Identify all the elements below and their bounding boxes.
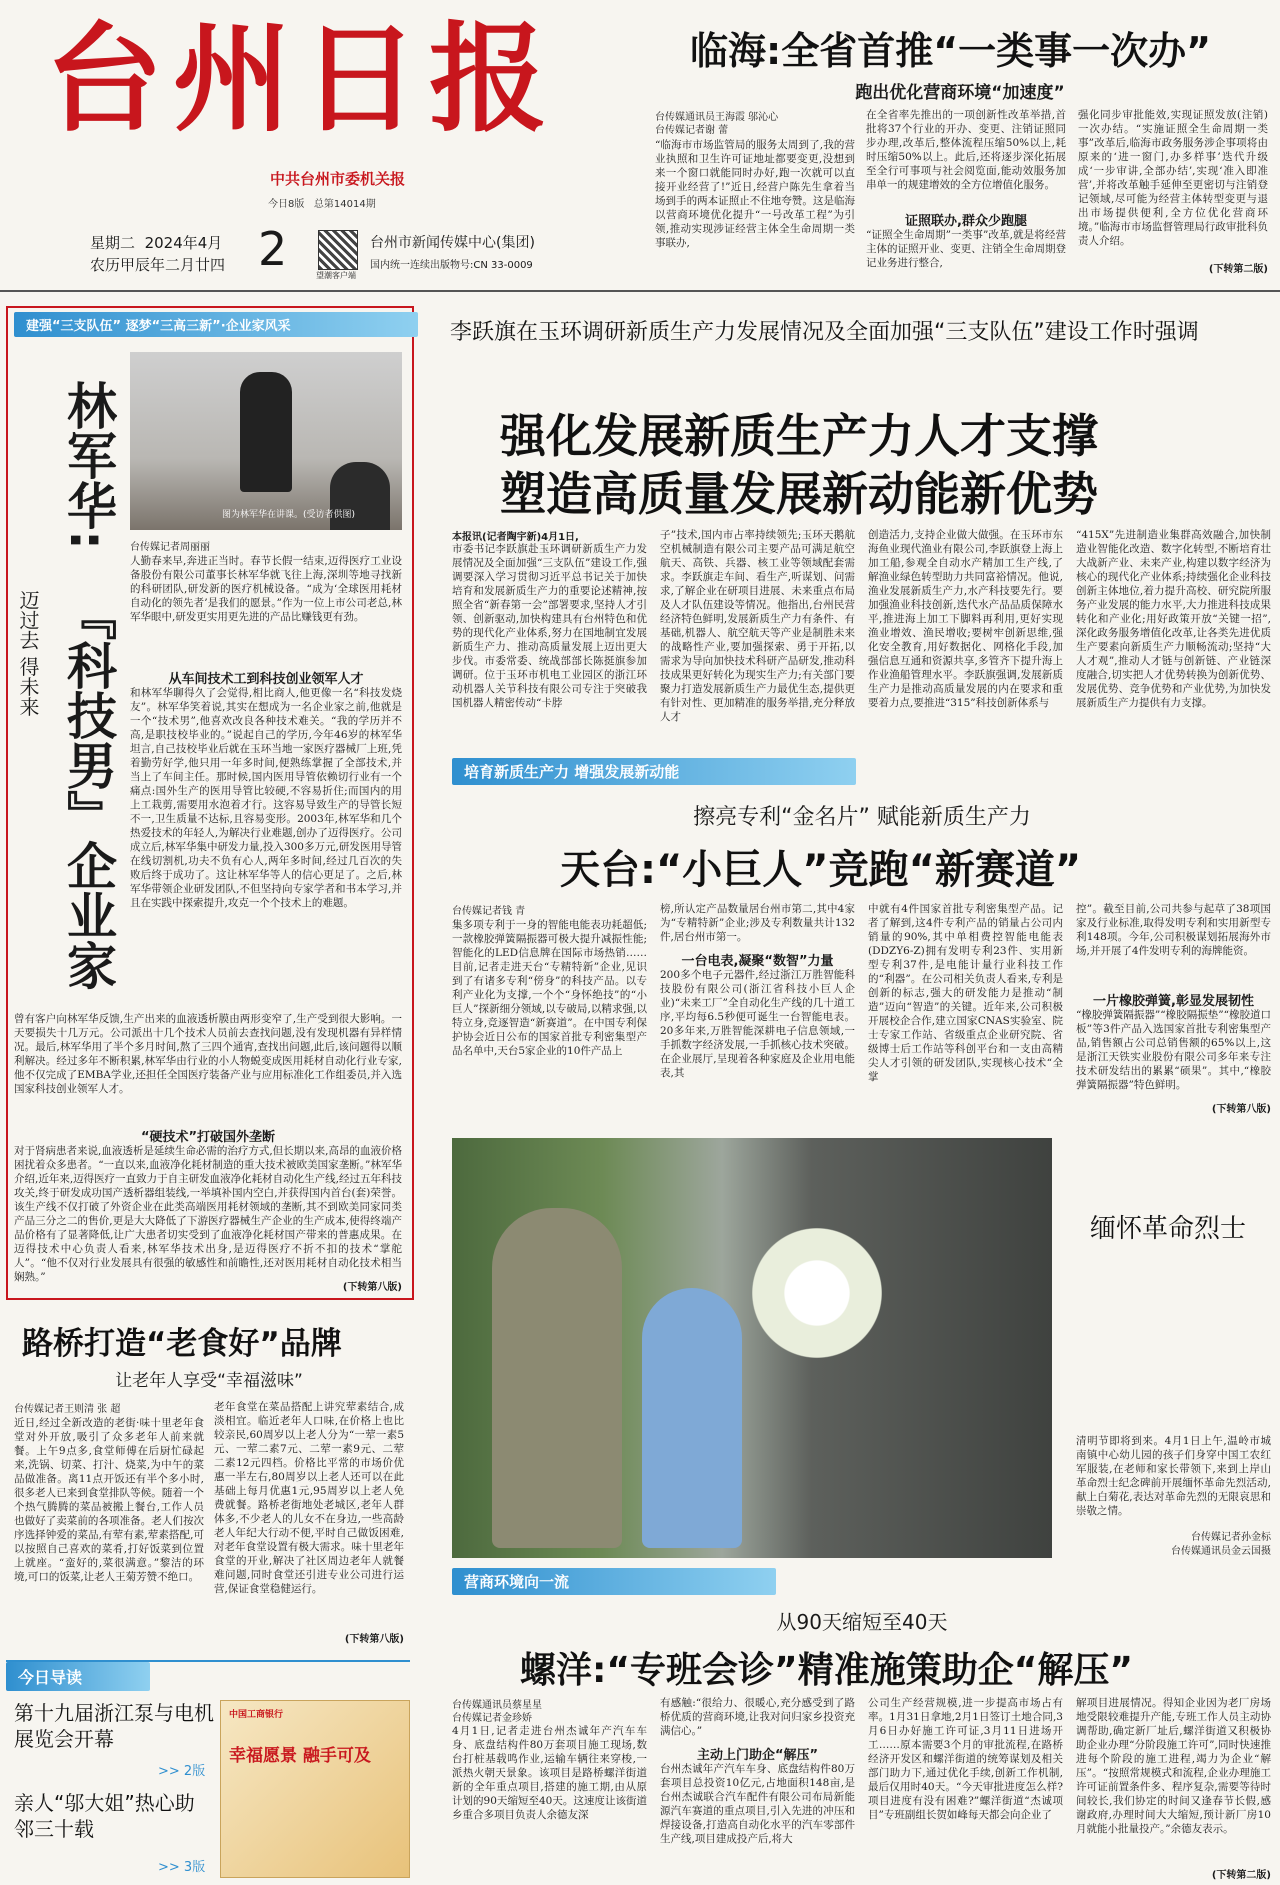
section3-col4: 解项目进展情况。得知企业因为老厂房场地受限较难提升产能,专班工作人员主动协调帮助,确定新厂址后,螺洋街道又积极协助企业办理“分阶段施工许可”,同时快速推进每个阶段的施工进程,竭力为企业“解压”。“按照常规模式和流程,企业办理施工许可证前置条件多、程序复杂,需要等待时间较长,我们协定的时间又逢春节长假,感谢政府,办理时间大大缩短,预计新厂房10月就能小批量投产。”余德友表示。 — [1076, 1697, 1271, 1835]
section2-banner: 培育新质生产力 增强发展新动能 — [452, 758, 856, 785]
qr-code-icon[interactable] — [318, 230, 358, 270]
photo-story-title: 缅怀革命烈士 — [1090, 1214, 1247, 1244]
ad-bank-name: 中国工商银行 — [229, 1710, 284, 1720]
section2-col2-subhead: 一台电表,凝聚“数智”力量 — [681, 954, 834, 969]
left-feature-title-1: 林军华: — [59, 380, 117, 550]
section2-kicker: 擦亮专利“金名片” 赋能新质生产力 — [693, 805, 1031, 830]
issue-pages: 今日8版 — [268, 199, 305, 210]
cn-number: 国内统一连续出版物号:CN 33-0009 — [370, 260, 533, 271]
lead-story-col2: 子”技术,国内市占率持续领先;玉环天鹅航空机械制造有限公司主要产品可满足航空航天、高铁、兵器、核工业等领域配套需求。李跃旗走车间、看生产,听谋划、问需求,了解企业在研项目进展、未来重点布局及人才队伍建设等情况。他指出,台州民营经济特色鲜明,发展新质生产力有条件、有基础,机器人、航空航天等产业是制胜未来的战略性产业,要加强探索、勇于开拓,以需求为导向加快技术科研产品研发,推动科技成果更好转化为现实生产力;有关部门要聚力打造发展新质生产力最优生态,提供更有针对性、更加精准的服务举措,充分释放人才 — [660, 529, 855, 723]
top-story-continued[interactable]: (下转第二版) — [1208, 264, 1268, 275]
section3-byline2: 台传媒记者金珍娇 — [452, 1713, 532, 1724]
bottom-left-headline: 路桥打造“老食好”品牌 — [22, 1326, 342, 1362]
date-area — [90, 232, 225, 276]
bank-advertisement[interactable] — [220, 1700, 410, 1878]
section2-col1: 集多项专利于一身的智能电能表功耗超低;一款橡胶弹簧隔振器可极大提升减振性能;智能化的LED信息牌在国际市场热销……目前,记者走进天台“专精特新”企业,见识到了有诸多专利“傍身”的科技产品。以专利产业化为支撑,一个个“身怀绝技”的“小巨人”探新细分领域,以专破局,以精求强,以特立身,竞逐智造“新赛道”。在中国专利保护协会近日公布的国家首批专利密集型产品名单中,天台5家企业的10件产品上 — [452, 919, 647, 1057]
left-feature-subhead1: 从车间技术工到科技创业领军人才 — [168, 672, 364, 687]
teacher-figure — [492, 1208, 622, 1548]
bottom-left-continued[interactable]: (下转第八版) — [344, 1634, 404, 1645]
left-feature-para2: 和林军华聊得久了会觉得,相比商人,他更像一名“科技发烧友”。林军华笑着说,其实在想成为一名企业家之前,他就是一个“技术男”,他喜欢改良各种技术难关。“我的学历并不高,是职技校毕业的。”说起自己的学历,今年46岁的林军华坦言,自己技校毕业后就在玉环当地一家医疗器械厂上班,凭着勤劳好学,他只用一年多时间,便熟练掌握了全部技术,并当上了车间主任。那时候,国内医用导管依赖切行业有一个痛点:国外生产的医用导管比较硬,不容易折住;而国内的用上工栽剪,需要用水泡着才行。这容易导致生产的导管长短不一,卫生质量不达标,且容易变形。2003年,林军华和几个热爱技术的年轻人,为解决行业难题,创办了迈得医疗。公司成立后,林军华集中研发力量,投入300多万元,研发医用导管在线切割机,功夫不负有心人,两年多时间,经过几百次的失败后终于成功了。这让林军华等人的信心更足了。之后,林军华带领企业研发团队,不但坚持向专家学者和书本学习,并且在实践中探索提升,攻克一个个技术上的难题。 — [130, 687, 402, 909]
flowers-icon — [752, 1208, 882, 1378]
top-story-col2: 在全省率先推出的一项创新性改革举措,首批将37个行业的开办、变更、注销证照同步办理,改革后,整体流程压缩50%以上,耗时压缩50%以上。此后,还将逐步深化拓展至全行可事项与社会阅览面,能动效服务加串单一的规建增效的全方位增值化服务。 — [866, 109, 1066, 191]
lead-story-headline-1: 强化发展新质生产力人才支撑 — [500, 409, 1098, 463]
section2-byline: 台传媒记者钱 青 — [452, 906, 526, 917]
photo-story-credit1: 台传媒记者孙金标 — [1191, 1532, 1271, 1543]
header-separator — [0, 290, 1280, 292]
publisher: 台州市新闻传媒中心(集团) — [370, 235, 535, 251]
bottom-left-col2: 老年食堂在菜品搭配上讲究荤素结合,成淡相宜。临近老年人口味,在价格上也比较亲民,60周岁以上老人分为“一荤一素5元、一荤二素7元、二荤一素9元、二荤二素12元四档。价格比平常的市场价优惠一半左右,80周岁以上老人还可以在此基础上每月优惠1元,95周岁以上老人免费就餐。路桥老街地处老城区,老年人群体多,不少老人的儿女不在身边,一些高龄老人年纪大行动不便,平时自己做饭困难,对老年食堂设置有极大需求。味十里老年食堂的开业,解决了社区周边老年人就餐难问题,同时食堂还引进专业公司进行运营,保证食堂稳健运行。 — [214, 1401, 404, 1595]
photo-story-credit2: 台传媒通讯员金云国摄 — [1171, 1546, 1271, 1557]
person-figure — [240, 372, 292, 492]
left-feature-continued[interactable]: (下转第八版) — [342, 1282, 402, 1293]
top-story-byline2: 台传媒记者谢 蕾 — [655, 125, 729, 136]
child-figure — [642, 1288, 742, 1548]
issue-total: 总第14014期 — [313, 199, 376, 210]
guide-banner: 今日导读 — [6, 1662, 150, 1691]
left-feature-banner: 建强“三支队伍” 逐梦“三高三新”·企业家风采 — [14, 312, 418, 337]
section3-headline: 螺洋:“专班会诊”精准施策助企“解压” — [520, 1650, 1134, 1691]
top-story-col1: “临海市市场监管局的服务太周到了,我的营业执照和卫生许可证地址都要变更,没想到来一个窗口就能同时办好,跑一次就可以直接开业经营了!”近日,经营户陈先生拿着当场到手的两本证照止不住地夸赞。这是临海以营商环境优化提升“一号改革工程”为引领,推动实现涉证经营主体全生命周期一类事联办, — [655, 139, 855, 249]
section2-continued[interactable]: (下转第八版) — [1211, 1104, 1271, 1115]
top-story-subheadline: 跑出优化营商环境“加速度” — [855, 83, 1065, 103]
bottom-left-byline: 台传媒记者王则清 张 超 — [14, 1404, 121, 1415]
masthead-subtitle: 中共台州市委机关报 — [270, 170, 406, 188]
qr-label: 望潮客户端 — [316, 271, 356, 280]
left-feature-vertical-subtitle: 迈过去 得未来 — [16, 590, 40, 717]
guide-item1-page[interactable]: >> 2版 — [158, 1764, 206, 1779]
section3-col1: 4月1日,记者走进台州杰诚年产汽车车身、底盘结构件80万套项目施工现场,数台打桩基载鸣作业,运输车辆往来穿梭,一派热火朝天景象。该项目是路桥螺洋街道新的全年重点项目,搭建的施工期,由从原计划的90天缩短至40天。这速度让该街道乡重合多项目负责人余德友深 — [452, 1725, 647, 1821]
masthead-title: 台州日报 — [45, 9, 558, 148]
ad-slogan: 幸福愿景 融手可及 — [229, 1746, 371, 1766]
year-month: 2024年4月 — [144, 234, 223, 252]
lead-story-byline: 本报讯(记者陶宇新)4月1日, — [452, 532, 579, 543]
bottom-left-subheadline: 让老年人享受“幸福滋味” — [115, 1371, 303, 1391]
guide-item2[interactable]: 亲人“邬大姐”热心助邻三十载 — [14, 1791, 195, 1841]
left-feature-para1: 人勤春来早,奔进正当时。春节长假一结束,迈得医疗工业设备股份有限公司董事长林军华就飞往上海,深圳等地寻找新的科研团队,研发新的医疗机械设备。“成为‘全球医用耗材自动化的领先者’是我们的愿景。”作为一位上市公司老总,林军华眼中,研发更实用更先进的产品比赚钱更有劲。 — [130, 555, 402, 623]
lead-story-col4: “415X”先进制造业集群高效融合,加快制造业智能化改造、数字化转型,不断培育壮大战新产业、未来产业,构建以数字经济为核心的现代化产业体系;持续强化企业科技创新主体地位,着力提升高校、研究院所服务产业发展的能力水平,大力推进科技成果转化和产业化;用好政策开放“关键一招”,深化政务服务增值化改革,让各类先进优质生产要素向新质生产力顺畅流动;坚持“大人才观”,推动人才链与创新链、产业链深度融合,切实把人才优势转换为创新优势、发展优势、竞争优势和产业优势,为加快发展新质生产力提供有力支撑。 — [1076, 529, 1271, 709]
left-feature-photo — [130, 352, 402, 530]
section2-col3: 中就有4件国家首批专利密集型产品。记者了解到,这4件专利产品的销量占公司内销量的90%,其中单相费控智能电能表(DDZY6-Z)拥有发明专利23件、实用新型专利37件,是电能计量行业科技工作的“利器”。在公司相关负责人看来,专利是创新的标志,强大的研发能力是推动“制造”迈向“智造”的关键。近年来,公司积极开展校企合作,建立国家CNAS实验室、院士专家工作站、省级重点企业研究院、省级博士后工作站等科创平台和一支由高精尖人才引领的研发团队,实现核心技术“全掌 — [868, 903, 1063, 1083]
lead-story-col3: 创造活力,支持企业做大做强。在玉环市东海鱼业现代渔业有限公司,李跃旗登上海上加工船,参观全自动水产精加工生产线,了解渔业绿色转型助力共同富裕情况。他说,渔业发展新质生产力,水产科技要先行。要加强渔业科技创新,迭代水产品品质保障水平,推进海上加工下脚料再利用,更好实现渔业增效、渔民增收;要树牢创新思维,强化安全教育,用好数据化、网格化手段,加强信息互通和资源共享,多管齐下提升海上作业渔船管理水平。李跃旗强调,发展新质生产力是推动高质量发展的内在要求和重要着力点,要推进“315”科技创新体系与 — [868, 529, 1063, 709]
section3-col2: 有感触:“很给力、很暖心,充分感受到了路桥优质的营商环境,让我对问归家乡投资充满信心。” — [660, 1697, 855, 1737]
section2-col4-subhead: 一片橡胶弹簧,彰显发展韧性 — [1093, 994, 1254, 1009]
photo-story-caption: 清明节即将到来。4月1日上午,温岭市城南镇中心幼儿园的孩子们身穿中国工农红军服装,在老师和家长带领下,来到上岸山革命烈士纪念碑前开展缅怀革命先烈活动,献上白菊花,表达对革命先烈的无限哀思和崇敬之情。 — [1076, 1435, 1271, 1517]
lead-story-headline-2: 塑造高质量发展新动能新优势 — [500, 467, 1098, 521]
memorial-photo — [452, 1138, 1052, 1558]
guide-item2-page[interactable]: >> 3版 — [158, 1860, 206, 1875]
section2-col4b: “橡胶弹簧隔振器”“橡胶隔振垫”“橡胶道口板”等3件产品入选国家首批专利密集型产品,销售额占公司总销售额的65%以上,这是浙江天铁实业股份有限公司多年来专注技术研发结出的累累“硕果”。其中,“橡胶弹簧隔振器”特色鲜明。 — [1076, 1009, 1271, 1091]
lead-story-kicker: 李跃旗在玉环调研新质生产力发展情况及全面加强“三支队伍”建设工作时强调 — [450, 320, 1199, 345]
section3-byline1: 台传媒通讯员蔡星星 — [452, 1700, 542, 1711]
section2-col2b: 200多个电子元器件,经过浙江万胜智能科技股份有限公司(浙江省科技小巨人企业)“未来工厂”全自动化生产线的几十道工序,平均每6.5秒便可诞生一台智能电表。20多年来,万胜智能深耕电子信息领域,一手抓数字经济发展,一手抓核心技术突破。在企业展厅,呈现着各种家庭及企业用电能表,其 — [660, 969, 855, 1079]
date-day: 2 — [258, 222, 288, 276]
section3-continued[interactable]: (下转第二版) — [1211, 1870, 1271, 1881]
top-story-headline: 临海:全省首推“一类事一次办” — [690, 29, 1212, 73]
section3-banner: 营商环境向一流 — [452, 1568, 776, 1595]
issue-info — [268, 195, 376, 210]
section3-col3: 公司生产经营规模,进一步提高市场占有率。1月31日拿地,2月1日签订土地合同,3月6日办好施工许可证,3月11日进场开工……原本需要3个月的审批流程,在路桥经济开发区和螺洋街道的统筹谋划及相关部门助力下,通过优化手续,创新工作机制,最后仅用时40天。“今天审批进度怎么样?项目进度有没有困难?”螺洋街道“杰诚项目”专班副组长贺如峰每天都会向企业了 — [868, 1697, 1063, 1821]
left-feature-subhead2: “硬技术”打破国外垄断 — [140, 1130, 276, 1145]
top-story-byline1: 台传媒通讯员王海霞 邬沁心 — [655, 112, 779, 123]
guide-item1[interactable]: 第十九届浙江泵与电机展览会开幕 — [14, 1701, 214, 1751]
weekday: 星期二 — [90, 234, 136, 252]
top-story-col2b: “证照全生命周期”一类事”改革,就是将经营主体的证照开业、变更、注销全生命周期登记业务进行整合, — [866, 229, 1066, 269]
top-story-col2-subhead: 证照联办,群众少跑腿 — [905, 214, 1027, 229]
lunar-date: 农历甲辰年二月廿四 — [90, 256, 226, 274]
section3-col2-subhead: 主动上门助企“解压” — [696, 1748, 819, 1763]
section3-col2b: 台州杰诚年产汽车车身、底盘结构件80万套项目总投资10亿元,占地面积148亩,是台州杰诚联合汽车配件有限公司布局新能源汽车赛道的重点项目,引入先进的冲压和焊接设备,打造高自动化水平的汽车零部件生产线,项目建成投产后,将大 — [660, 1763, 855, 1845]
section3-kicker: 从90天缩短至40天 — [776, 1610, 948, 1634]
left-feature-title-2: 『科技男』企业家 — [59, 590, 117, 990]
section2-headline: 天台:“小巨人”竞跑“新赛道” — [560, 847, 1082, 893]
section2-col2: 榜,所认定产品数量居台州市第二,其中4家为“专精特新”企业;涉及专利数量共计132件,居台州市第一。 — [660, 903, 855, 943]
photo-caption: 图为林军华在讲课。(受访者供图) — [222, 510, 356, 520]
lead-story-col1: 市委书记李跃旗赴玉环调研新质生产力发展情况及全面加强“三支队伍”建设工作,强调要深入学习贯彻习近平总书记关于加快培育和发展新质生产力的重要论述精神,按照全省“新春第一会”部署要求,坚持人才引领、创新驱动,加快构建具有台州特色和优势的现代化产业体系,努力在国地制宜发展新质生产力、推动高质量发展上迈出更大步伐。市委常委、统战部部长陈挺旗参加调研。位于玉环市机电工业园区的浙江环动机器人关节科技有限公司专注于突破我国机器人精密传动“卡脖 — [452, 543, 647, 709]
left-feature-byline: 台传媒记者周丽丽 — [130, 542, 210, 553]
section2-col4: 控”。截至目前,公司共参与起草了38项国家及行业标准,取得发明专利和实用新型专利148项。今年,公司积极谋划拓展海外市场,并开展了4件发明专利的海牌能资。 — [1076, 903, 1271, 957]
left-feature-para3: 曾有客户向林军华反馈,生产出来的血液透析膜由两形变窄了,生产受到很大影响。一天要损失十几万元。公司派出十几个技术人员前去查找问题,没有发现机器有异样情况。最后,林军华用了半个多月时间,熬了三四个通宵,查找出问题,此后,该问题得以顺利解决。经过多年不断积累,林军华由行业的小人物蜕变成医用耗材自动化行业专家,他不仅完成了EMBA学业,还担任全国医疗装备产业与应用标准化工作组委员,并入选国家科技创业领军人才。 — [14, 1013, 402, 1095]
top-story-col3: 强化同步审批能效,实现证照发放(注销)一次办结。“实施证照全生命周期一类事”改革后,临海市政务服务涉企事项将由原来的‘进一窗门,办多样事’迭代升级成‘一步审讲,全部办结’,实现‘准入即准营’,并将改革触手延伸至更密切与注销登记领域,尽可能为经营主体转型变更与退出市场提供便利,全方位优化营商环境。”临海市市场监督管理局行政审批科负责人介绍。 — [1078, 109, 1268, 247]
left-feature-para4: 对于肾病患者来说,血液透析是延续生命必需的治疗方式,但长期以来,高昂的血液价格困扰着众多患者。“一直以来,血液净化耗材制造的重大技术被欧美国家垄断。”林军华介绍,近年来,迈得医疗一直致力于自主研发血液净化耗材自动化生产线,经过五年科技攻关,终于研发成功国产透析器组装线,一举填补国内空白,并获得国内首台(套)荣誉。该生产线不仅打破了外资企业在此类高端医用耗材领域的垄断,其不到欧美同家同类产品三分之二的售价,更是大大降低了下游医疗器械生产企业的生产成本,使得终端产品价格有了显著降低,让广大患者切实受到了血液净化耗材国产带来的普惠成果。在迈得技术中心负责人看来,林军华技术出身,是迈得医疗不折不扣的技术“掌舵人”。“他不仅对行业发展具有很强的敏感性和前瞻性,还对医用耗材自动化技术相当娴熟。” — [14, 1145, 403, 1283]
bottom-left-col1: 近日,经过全新改造的老街·味十里老年食堂对外开放,吸引了众多老年人前来就餐。上午9点多,食堂师傅在后厨忙碌起来,洗锅、切菜、打汁、烧菜,为中午的菜品做准备。离11点开饭还有半个多小时,很多老人已来到食堂排队等候。随着一个个热气腾腾的菜品被搬上餐台,工作人员也做好了卖菜前的各项准备。老人们按次序选择钟爱的菜品,有荤有素,荤素搭配,可以按照自己喜欢的菜肴,打好饭菜到位置上就座。“蛮好的,菜很满意。”黎洁的环境,可口的饭菜,让老人王菊芳赞不绝口。 — [14, 1417, 204, 1583]
